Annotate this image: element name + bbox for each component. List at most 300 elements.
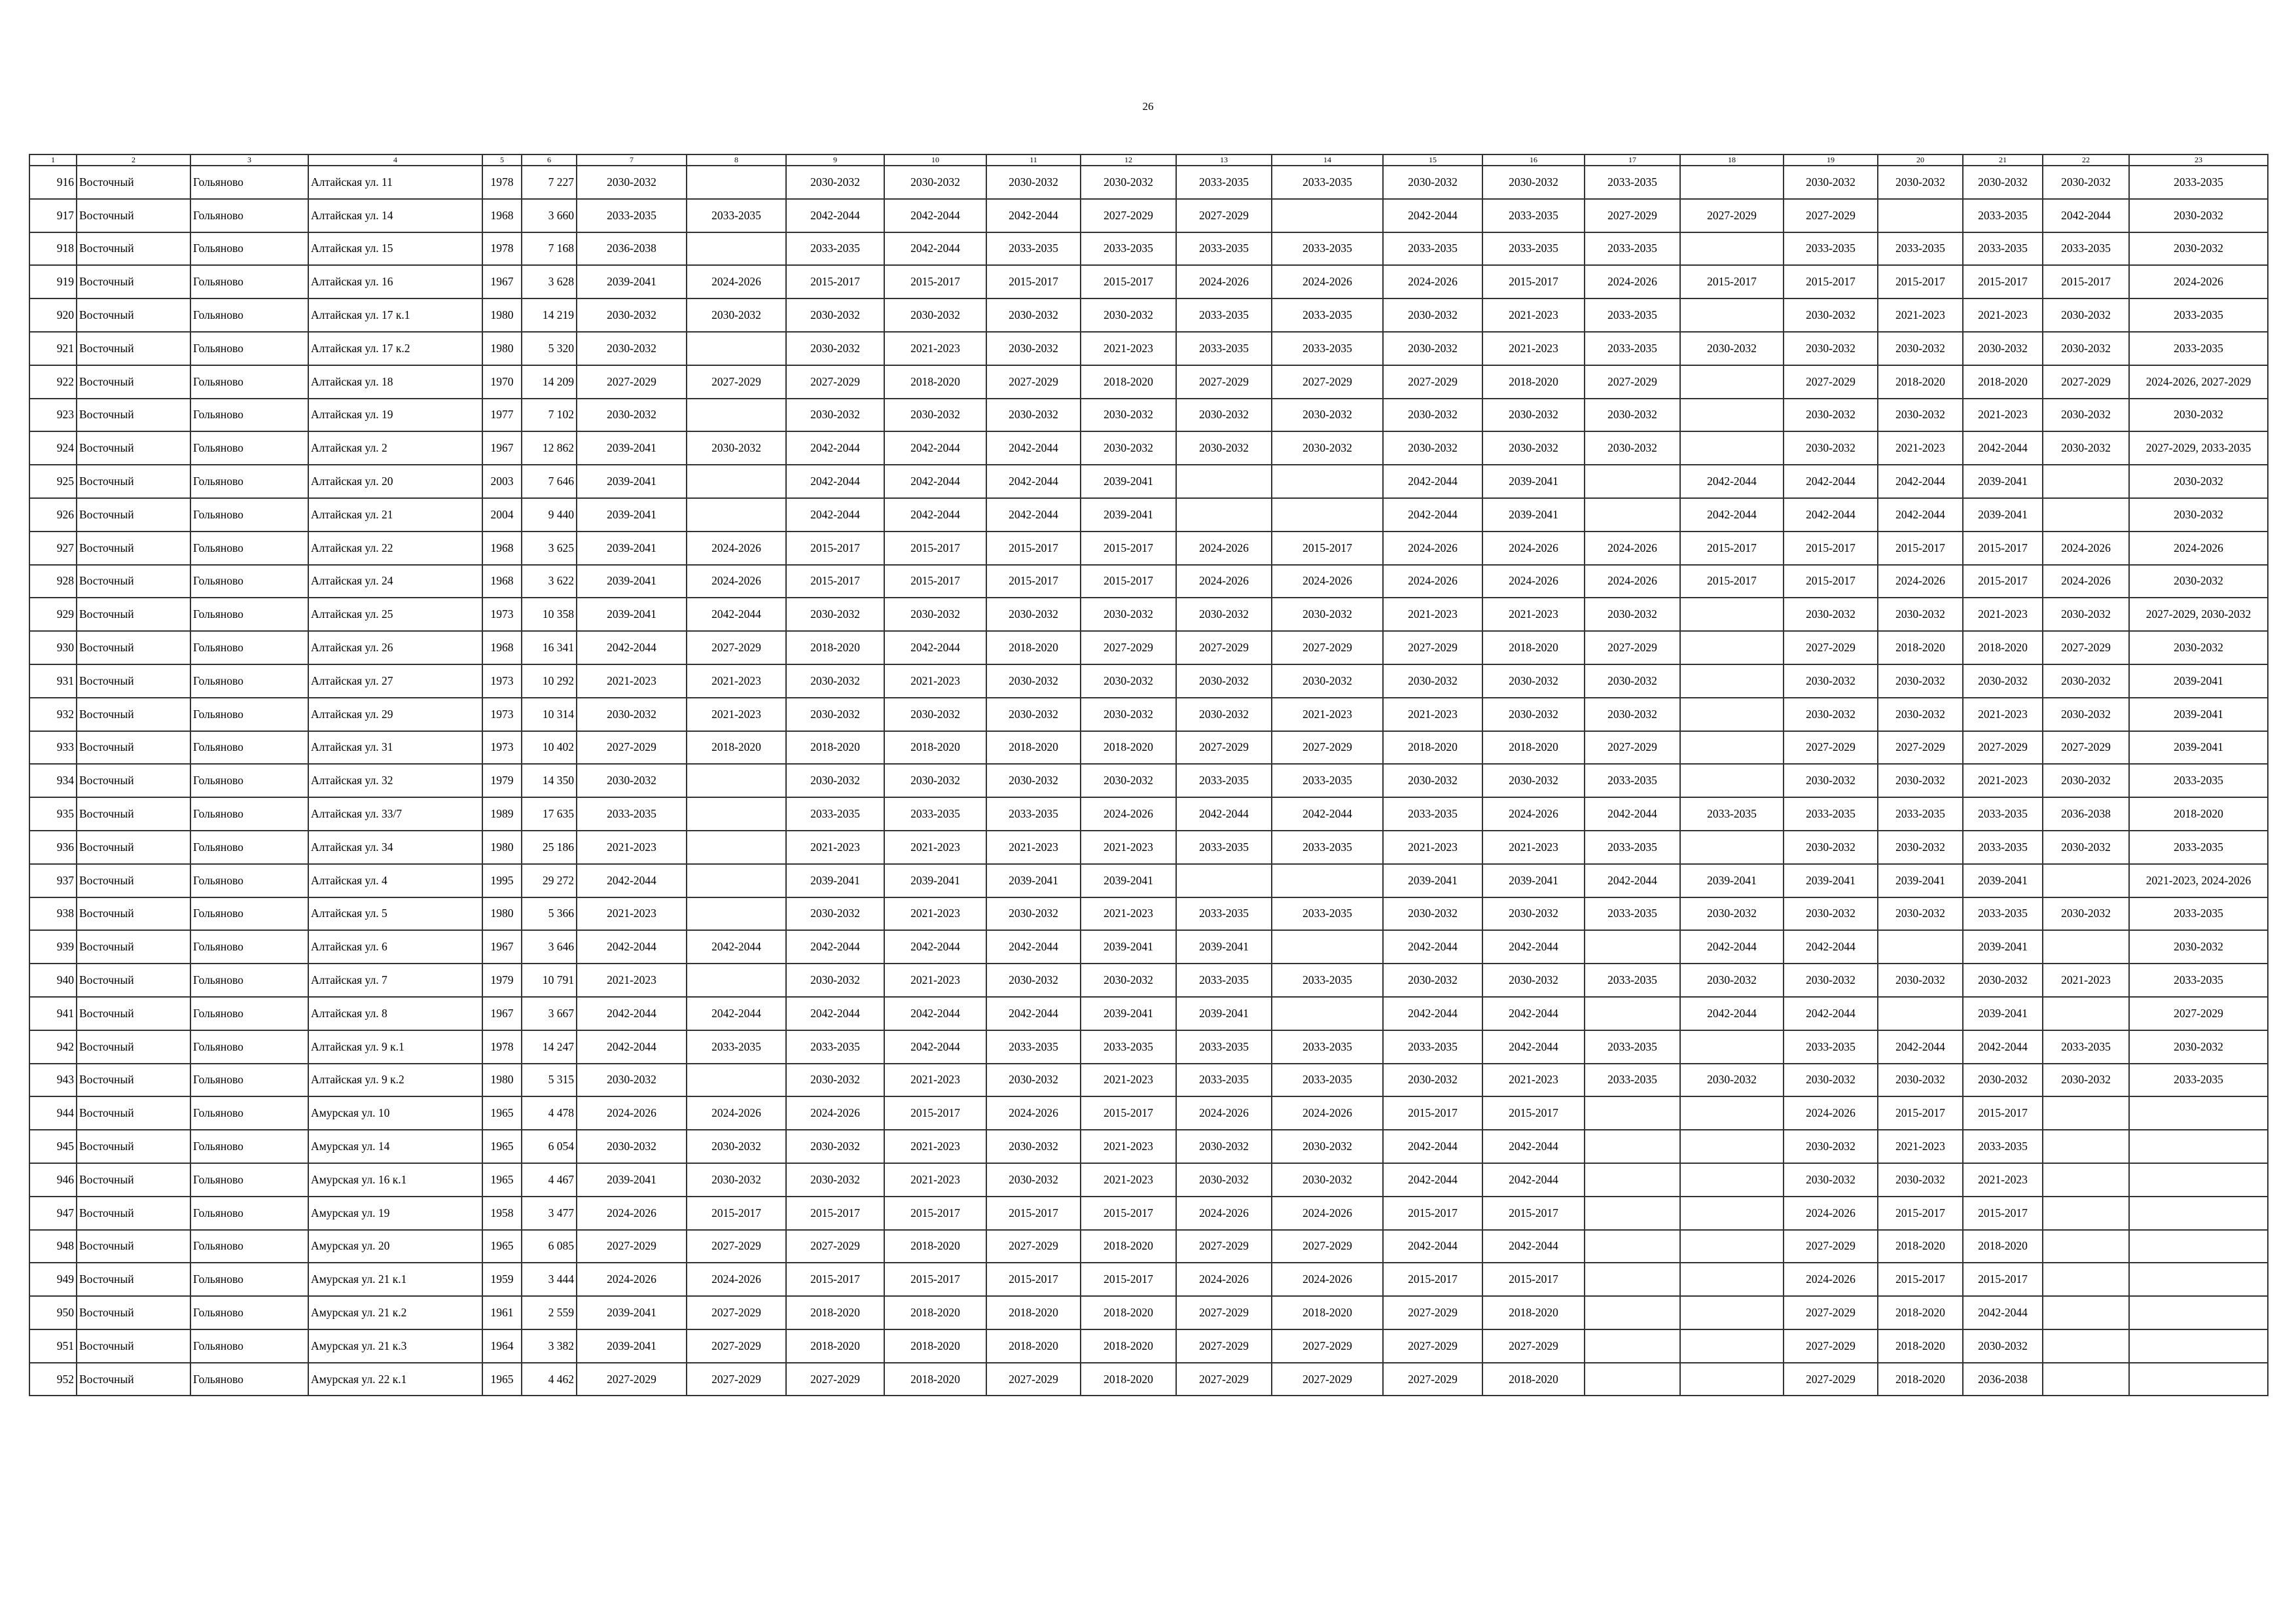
table-cell: 2042-2044 [884,199,986,232]
table-cell: 2015-2017 [1081,1263,1176,1296]
table-cell: 2039-2041 [577,465,687,498]
table-cell: Восточный [77,532,190,565]
table-cell: 10 358 [522,598,577,631]
table-cell: Восточный [77,964,190,997]
table-cell [1680,166,1784,199]
table-cell: 2027-2029 [1585,631,1680,664]
table-row [29,764,2268,797]
table-cell: 944 [29,1096,77,1130]
table-cell: Амурская ул. 14 [308,1130,482,1163]
table-cell: 2018-2020 [1081,365,1176,399]
table-cell: 2030-2032 [1081,964,1176,997]
table-cell: 2039-2041 [1784,864,1878,897]
table-cell: 2030-2032 [2129,498,2268,532]
table-cell [1272,930,1383,964]
table-cell: 2033-2035 [1081,1030,1176,1064]
table-cell: 2021-2023 [577,897,687,931]
table-cell: 2030-2032 [1585,431,1680,465]
table-cell: 934 [29,764,77,797]
table-cell [1878,199,1963,232]
table-cell: Алтайская ул. 15 [308,232,482,266]
table-cell: 2030-2032 [2129,399,2268,432]
table-cell: 2042-2044 [1482,997,1585,1030]
table-cell: 2030-2032 [1784,698,1878,731]
table-cell: Гольяново [190,698,308,731]
table-cell [2043,1096,2129,1130]
table-cell: 2033-2035 [1272,1064,1383,1097]
table-cell: 2039-2041 [1081,498,1176,532]
table-cell: Восточный [77,764,190,797]
table-cell: 2030-2032 [1784,431,1878,465]
table-cell: 1979 [482,964,522,997]
table-cell: 2018-2020 [1963,365,2043,399]
table-cell: 2024-2026 [577,1263,687,1296]
table-cell: 2021-2023 [577,831,687,864]
table-cell: Гольяново [190,964,308,997]
column-number-20: 20 [1878,154,1963,166]
table-cell: 2030-2032 [884,698,986,731]
table-cell: 1978 [482,166,522,199]
table-cell: 2027-2029 [1176,731,1272,765]
table-cell: 1980 [482,332,522,365]
table-cell: 1979 [482,764,522,797]
table-cell: 3 660 [522,199,577,232]
table-cell [1680,232,1784,266]
table-cell: 2018-2020 [884,1329,986,1363]
table-cell [2043,1363,2129,1396]
table-cell: 2015-2017 [1081,1197,1176,1230]
table-cell: 2018-2020 [1878,365,1963,399]
table-cell: 2042-2044 [1878,1030,1963,1064]
table-cell: 2015-2017 [1963,1263,2043,1296]
table-row [29,1064,2268,1097]
table-cell: 2039-2041 [577,265,687,298]
table-cell [1176,864,1272,897]
table-cell [1680,1263,1784,1296]
table-row [29,1130,2268,1163]
table-cell: Алтайская ул. 32 [308,764,482,797]
table-cell: 2042-2044 [577,631,687,664]
table-cell: 2021-2023 [687,698,786,731]
table-cell [1585,498,1680,532]
table-cell: 2030-2032 [1585,698,1680,731]
table-cell: 946 [29,1163,77,1197]
column-number-21: 21 [1963,154,2043,166]
table-cell: 918 [29,232,77,266]
table-cell: 2027-2029 [577,1230,687,1263]
table-cell: 2030-2032 [1272,598,1383,631]
table-cell: 2039-2041 [1963,864,2043,897]
table-cell: 2021-2023 [1383,831,1482,864]
table-cell: 2042-2044 [884,1030,986,1064]
table-cell: Восточный [77,166,190,199]
table-cell [687,166,786,199]
table-cell: 2030-2032 [1383,298,1482,332]
table-cell: 2039-2041 [1176,930,1272,964]
table-cell: 2024-2026 [1176,1096,1272,1130]
table-cell: 2030-2032 [687,1130,786,1163]
table-cell: Алтайская ул. 27 [308,664,482,698]
column-number-19: 19 [1784,154,1878,166]
table-cell: 2027-2029, 2030-2032 [2129,598,2268,631]
table-cell: 10 292 [522,664,577,698]
table-cell: 2027-2029 [1383,365,1482,399]
table-cell: 2015-2017 [884,265,986,298]
table-cell: 2021-2023 [884,1130,986,1163]
table-cell: 2015-2017 [1482,1263,1585,1296]
table-cell: 921 [29,332,77,365]
table-row [29,1030,2268,1064]
table-cell: 2030-2032 [986,764,1081,797]
table-cell [1680,399,1784,432]
table-cell: 2033-2035 [786,232,884,266]
table-cell: 9 440 [522,498,577,532]
table-cell: 1967 [482,930,522,964]
table-cell: 926 [29,498,77,532]
table-cell: 2030-2032 [2043,166,2129,199]
table-cell: 2033-2035 [1383,1030,1482,1064]
table-cell: 2030-2032 [1272,1130,1383,1163]
table-cell [2129,1329,2268,1363]
table-cell: 2042-2044 [1383,498,1482,532]
table-cell: 2027-2029 [1176,199,1272,232]
table-cell: 2030-2032 [2043,598,2129,631]
table-cell: 2033-2035 [1081,232,1176,266]
table-cell: 2039-2041 [786,864,884,897]
table-cell: 2027-2029 [1585,365,1680,399]
table-cell: 2030-2032 [1081,399,1176,432]
table-cell: Алтайская ул. 8 [308,997,482,1030]
table-cell: 2033-2035 [1482,199,1585,232]
table-cell: Гольяново [190,199,308,232]
table-cell: Восточный [77,431,190,465]
table-cell: 2033-2035 [1272,232,1383,266]
table-cell: 2015-2017 [1878,1263,1963,1296]
table-cell: 2033-2035 [1963,199,2043,232]
table-cell: 2042-2044 [1272,797,1383,831]
table-cell: 2042-2044 [786,997,884,1030]
table-cell: 2027-2029 [986,1230,1081,1263]
table-cell: 2 559 [522,1296,577,1329]
table-cell: 2042-2044 [577,930,687,964]
table-cell: 2042-2044 [986,431,1081,465]
table-cell: 2042-2044 [1383,1230,1482,1263]
table-cell: 2021-2023 [884,964,986,997]
table-cell: 2030-2032 [1176,598,1272,631]
table-cell: 2033-2035 [1680,797,1784,831]
table-cell: Восточный [77,199,190,232]
table-cell: 2018-2020 [884,365,986,399]
table-cell: 932 [29,698,77,731]
table-cell: 2039-2041 [1081,997,1176,1030]
table-cell: 6 054 [522,1130,577,1163]
table-cell: Гольяново [190,997,308,1030]
table-cell: 2030-2032 [786,1064,884,1097]
table-cell: 917 [29,199,77,232]
table-cell: Амурская ул. 16 к.1 [308,1163,482,1197]
table-cell: 2027-2029 [786,1363,884,1396]
table-cell [1176,498,1272,532]
table-cell: 2039-2041 [577,1163,687,1197]
table-cell: 2030-2032 [1383,897,1482,931]
table-cell: 1967 [482,431,522,465]
table-cell: 2042-2044 [1963,431,2043,465]
table-cell: 2030-2032 [2129,631,2268,664]
table-row [29,831,2268,864]
table-cell: 2030-2032 [1784,399,1878,432]
table-cell: 2030-2032 [1878,399,1963,432]
table-cell: 2030-2032 [1081,431,1176,465]
table-cell: 940 [29,964,77,997]
table-cell: 2030-2032 [786,332,884,365]
table-cell: 2027-2029 [1585,199,1680,232]
table-cell: Гольяново [190,930,308,964]
table-cell: 2030-2032 [1878,831,1963,864]
table-cell: 2018-2020 [1482,365,1585,399]
table-cell: 2021-2023 [884,1064,986,1097]
column-number-13: 13 [1176,154,1272,166]
table-cell: Гольяново [190,1230,308,1263]
table-cell: 2030-2032 [786,1130,884,1163]
table-cell: Алтайская ул. 11 [308,166,482,199]
table-cell: 2033-2035 [1176,332,1272,365]
table-cell: 2030-2032 [1680,1064,1784,1097]
table-cell: 2015-2017 [1784,265,1878,298]
table-cell [2129,1363,2268,1396]
table-cell: 4 462 [522,1363,577,1396]
table-cell: 2030-2032 [1176,698,1272,731]
table-cell: 2024-2026 [1272,265,1383,298]
table-cell: 2033-2035 [1272,332,1383,365]
table-cell: 2042-2044 [1680,930,1784,964]
table-cell: 2030-2032 [2129,565,2268,598]
table-cell [2043,465,2129,498]
table-cell: 2033-2035 [1585,232,1680,266]
table-cell: 2018-2020 [1482,1296,1585,1329]
table-cell: 2030-2032 [1482,764,1585,797]
table-cell: 2024-2026 [2043,565,2129,598]
table-cell: 1977 [482,399,522,432]
table-row [29,399,2268,432]
table-cell [2043,930,2129,964]
table-cell: 2042-2044 [687,997,786,1030]
table-cell: 25 186 [522,831,577,864]
table-cell: 2030-2032 [687,298,786,332]
table-body [29,166,2268,1396]
table-cell [1272,498,1383,532]
table-cell: 2033-2035 [1272,764,1383,797]
table-cell: 2018-2020 [786,631,884,664]
table-cell: 2033-2035 [986,1030,1081,1064]
table-row [29,1263,2268,1296]
table-cell: Гольяново [190,232,308,266]
table-cell: 2039-2041 [577,1329,687,1363]
table-cell: 2030-2032 [1081,298,1176,332]
table-cell: 2024-2026 [1784,1096,1878,1130]
table-cell: 2021-2023 [1081,831,1176,864]
table-cell: 2030-2032 [786,298,884,332]
table-cell: 2018-2020 [1081,1363,1176,1396]
table-cell: Восточный [77,298,190,332]
table-cell: 2021-2023 [687,664,786,698]
table-cell: 2030-2032 [2043,897,2129,931]
table-cell [2129,1230,2268,1263]
column-number-23: 23 [2129,154,2268,166]
table-cell: 2030-2032 [1963,664,2043,698]
table-cell: 2018-2020 [1482,631,1585,664]
table-cell: 2027-2029 [2043,731,2129,765]
table-cell: 2033-2035 [2129,897,2268,931]
table-cell: 2030-2032 [786,166,884,199]
table-row [29,997,2268,1030]
table-cell: 2039-2041 [1081,864,1176,897]
table-cell: 2033-2035 [2129,298,2268,332]
column-number-22: 22 [2043,154,2129,166]
table-cell: 2033-2035 [577,199,687,232]
table-cell: Амурская ул. 22 к.1 [308,1363,482,1396]
page-number: 26 [1142,100,1154,113]
table-cell: 2030-2032 [1482,664,1585,698]
table-cell: 2030-2032 [577,698,687,731]
table-row [29,698,2268,731]
table-cell: Восточный [77,332,190,365]
table-cell [687,764,786,797]
table-row [29,365,2268,399]
table-cell: 2027-2029 [786,1230,884,1263]
column-number-16: 16 [1482,154,1585,166]
table-cell: 2027-2029 [1784,365,1878,399]
table-cell: 2021-2023 [1482,1064,1585,1097]
table-cell: 941 [29,997,77,1030]
table-cell: 2030-2032 [2129,930,2268,964]
table-cell [687,465,786,498]
table-cell: 2024-2026 [1081,797,1176,831]
table-cell: Восточный [77,797,190,831]
table-cell: Алтайская ул. 2 [308,431,482,465]
table-cell: 14 219 [522,298,577,332]
table-cell: 1980 [482,897,522,931]
table-cell: 2015-2017 [1680,532,1784,565]
table-cell: Амурская ул. 19 [308,1197,482,1230]
table-cell: 2021-2023 [577,664,687,698]
table-cell: 2030-2032 [884,764,986,797]
table-cell: 2024-2026 [1176,265,1272,298]
table-cell: 2033-2035 [1585,897,1680,931]
column-number-6: 6 [522,154,577,166]
table-cell: 2030-2032 [1383,664,1482,698]
table-cell: 2030-2032 [577,1130,687,1163]
table-cell: 2018-2020 [1383,731,1482,765]
table-cell: 2027-2029 [1176,1296,1272,1329]
table-cell: Алтайская ул. 20 [308,465,482,498]
table-cell: 2027-2029 [1784,199,1878,232]
table-cell: 2027-2029 [1383,1363,1482,1396]
table-cell: 2030-2032 [1482,897,1585,931]
table-cell [1585,1329,1680,1363]
table-cell: 2030-2032 [2043,698,2129,731]
table-cell [1585,1230,1680,1263]
table-cell: 2033-2035 [1272,298,1383,332]
table-cell: 2024-2026 [1482,797,1585,831]
table-cell: 2033-2035 [1963,897,2043,931]
table-cell: Восточный [77,1263,190,1296]
table-cell: 2027-2029 [1176,1329,1272,1363]
table-cell: 2027-2029 [577,731,687,765]
table-row [29,664,2268,698]
column-number-7: 7 [577,154,687,166]
table-cell: Восточный [77,664,190,698]
table-cell [687,831,786,864]
table-cell: 2042-2044 [1482,1030,1585,1064]
table-cell: 2030-2032 [1963,964,2043,997]
table-cell: 2027-2029 [1784,1363,1878,1396]
table-cell: 2030-2032 [986,399,1081,432]
table-cell: 2042-2044 [884,631,986,664]
table-cell: 2021-2023 [884,897,986,931]
column-number-3: 3 [190,154,308,166]
table-cell: 2042-2044 [1680,465,1784,498]
table-cell: 2015-2017 [1963,532,2043,565]
table-cell [1272,864,1383,897]
table-cell: 2030-2032 [986,166,1081,199]
table-cell: 2030-2032 [884,399,986,432]
table-cell: 2015-2017 [986,565,1081,598]
table-cell: 2033-2035 [1878,797,1963,831]
table-cell: 2030-2032 [687,1163,786,1197]
table-cell: 2021-2023 [1878,431,1963,465]
table-cell: 2015-2017 [687,1197,786,1230]
table-cell: 2015-2017 [1878,532,1963,565]
table-cell: 14 350 [522,764,577,797]
table-cell: 2042-2044 [1585,864,1680,897]
table-cell: Восточный [77,565,190,598]
table-cell: 2021-2023 [1383,698,1482,731]
table-cell: 2024-2026 [1383,532,1482,565]
table-cell: 2027-2029 [1272,631,1383,664]
table-cell: 3 667 [522,997,577,1030]
table-cell: 2033-2035 [1963,232,2043,266]
table-cell: 2018-2020 [884,1230,986,1263]
table-cell [2129,1163,2268,1197]
table-row [29,1363,2268,1396]
table-cell: 2030-2032 [786,1163,884,1197]
table-cell: 2027-2029 [687,1230,786,1263]
table-cell: 2024-2026 [1383,265,1482,298]
table-cell: 2033-2035 [1176,764,1272,797]
table-cell: Гольяново [190,664,308,698]
table-cell: 2027-2029 [1784,1329,1878,1363]
table-cell: 2027-2029 [1272,365,1383,399]
table-cell: 2033-2035 [1963,1130,2043,1163]
table-cell: 2015-2017 [1680,265,1784,298]
table-cell: Алтайская ул. 19 [308,399,482,432]
table-cell: 2030-2032 [1081,698,1176,731]
table-cell: Алтайская ул. 17 к.1 [308,298,482,332]
table-cell: 2024-2026 [1482,565,1585,598]
table-cell: 2042-2044 [2043,199,2129,232]
table-cell: 2030-2032 [1081,764,1176,797]
table-cell: 1980 [482,1064,522,1097]
table-cell: 2030-2032 [1878,764,1963,797]
table-cell: 2021-2023 [884,1163,986,1197]
table-cell: 2030-2032 [884,298,986,332]
table-cell: Восточный [77,1230,190,1263]
table-cell: 2033-2035 [1383,797,1482,831]
table-cell: 2039-2041 [2129,731,2268,765]
table-cell: 2024-2026, 2027-2029 [2129,365,2268,399]
table-cell: 2033-2035 [2129,831,2268,864]
table-cell: Восточный [77,232,190,266]
